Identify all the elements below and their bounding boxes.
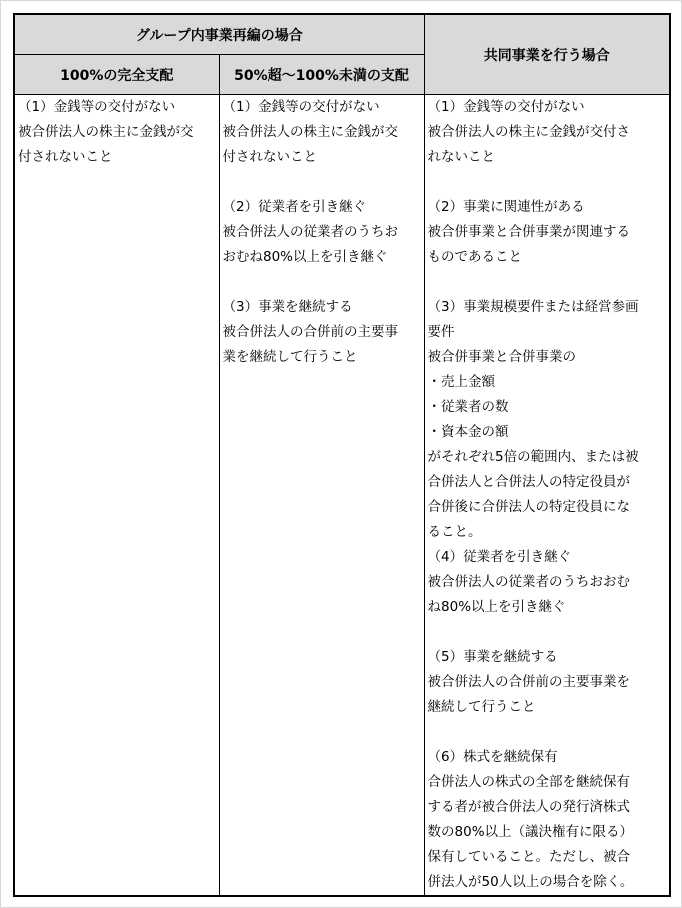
requirement-line: （2）事業に関連性がある	[427, 199, 585, 215]
requirement-line	[428, 170, 670, 195]
header-partial-control: 50%超～100%未満の支配	[219, 55, 424, 95]
requirement-line: 合併後に合併法人の特定役員にな	[427, 499, 631, 515]
requirement-line: ・資本金の額	[427, 424, 509, 440]
requirement-line: ・従業者の数	[427, 399, 509, 415]
requirement-line: 被合併法人の株主に金銭が交	[222, 124, 398, 140]
requirement-line: 被合併法人の従業者のうちお	[222, 224, 398, 240]
requirement-line: 合併法人の株式の全部を継続保有	[427, 774, 631, 790]
requirement-line: （1）金銭等の交付がない	[222, 99, 380, 115]
cell-partial-control	[219, 95, 424, 897]
cell-full-control	[14, 95, 219, 897]
requirement-line: おむね80%以上を引き継ぐ	[222, 249, 388, 265]
requirement-line: 被合併法人の株主に金銭が交	[18, 124, 194, 140]
requirement-line: 被合併法人の合併前の主要事業を	[427, 674, 631, 690]
requirement-line: （1）金銭等の交付がない	[18, 99, 176, 115]
requirement-line: れないこと	[427, 149, 496, 165]
cell-joint-business	[424, 95, 670, 897]
requirement-line: 合併法人と合併法人の特定役員が	[427, 474, 631, 490]
header-full-control: 100%の完全支配	[14, 55, 219, 95]
requirement-line: （2）従業者を引き継ぐ	[222, 199, 367, 215]
requirement-line: 被合併法人の合併前の主要事	[222, 324, 398, 340]
header-joint-business: 共同事業を行う場合	[424, 14, 670, 95]
requirement-line: （5）事業を継続する	[427, 649, 558, 665]
merger-requirements-table	[13, 13, 671, 897]
requirement-line: 被合併事業と合併事業の	[427, 349, 577, 365]
header-group-reorganization: グループ内事業再編の場合	[14, 14, 424, 55]
requirement-line: 被合併事業と合併事業が関連する	[427, 224, 631, 240]
requirement-line: 要件	[427, 324, 455, 340]
requirement-line	[223, 170, 424, 195]
requirement-line: 付されないこと	[18, 149, 113, 165]
requirement-line: 業を継続して行うこと	[222, 349, 358, 365]
requirement-line: 継続して行うこと	[427, 699, 536, 715]
requirement-line: 数の80%以上（議決権有に限る）	[427, 824, 634, 840]
requirement-line	[428, 620, 670, 645]
requirement-line: ものであること	[427, 249, 523, 265]
requirement-line: （4）従業者を引き継ぐ	[427, 549, 572, 565]
requirement-line: （3）事業を継続する	[222, 299, 353, 315]
requirement-line: （3）事業規模要件または経営参画	[427, 299, 639, 315]
requirement-line: 保有していること。ただし、被合	[427, 849, 631, 865]
requirement-line	[428, 720, 670, 745]
requirement-line: 被合併法人の従業者のうちおおむ	[427, 574, 631, 590]
requirement-line: 付されないこと	[222, 149, 317, 165]
requirement-line: がそれぞれ5倍の範囲内、または被	[427, 449, 639, 465]
requirement-line: する者が被合併法人の発行済株式	[427, 799, 631, 815]
requirement-line: ね80%以上を引き継ぐ	[427, 599, 566, 615]
requirement-line	[223, 270, 424, 295]
requirement-line: （6）株式を継続保有	[427, 749, 558, 765]
requirement-line	[428, 270, 670, 295]
requirement-line: 被合併法人の株主に金銭が交付さ	[427, 124, 631, 140]
requirement-line: 併法人が50人以上の場合を除く。	[427, 874, 634, 890]
requirement-line: （1）金銭等の交付がない	[427, 99, 585, 115]
requirement-line: ・売上金額	[427, 374, 496, 390]
requirement-line: ること。	[427, 524, 482, 540]
